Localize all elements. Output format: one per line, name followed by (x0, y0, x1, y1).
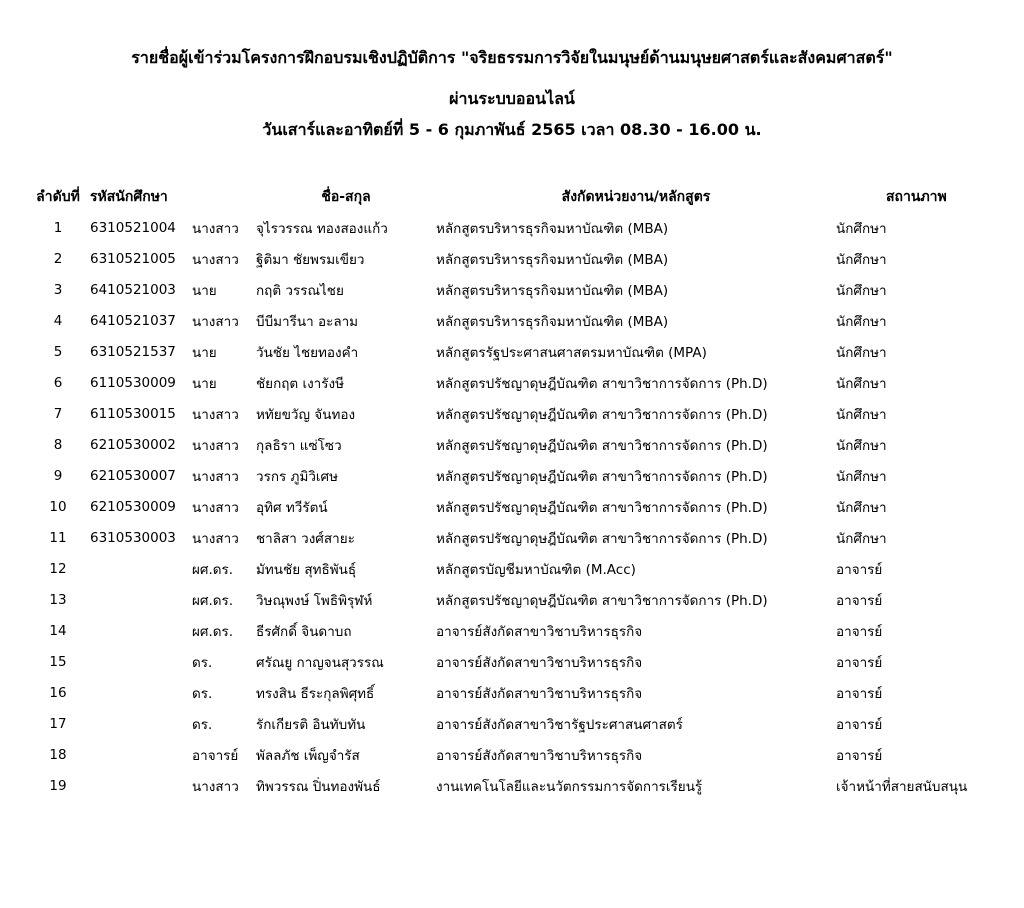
affiliation: อาจารย์สังกัดสาขาวิชาบริหารธุรกิจ (436, 747, 643, 764)
name-prefix: ดร. (192, 685, 213, 702)
table-row (26, 522, 1024, 553)
name-prefix: ดร. (192, 716, 213, 733)
name-prefix: อาจารย์ (192, 747, 239, 764)
row-number: 16 (49, 684, 67, 701)
student-id (90, 646, 192, 677)
name-prefix: นางสาว (192, 406, 239, 423)
table-row (26, 615, 1024, 646)
full-name: อุทิศ ทวีรัตน์ (256, 499, 328, 516)
status: อาจารย์ (836, 685, 883, 702)
full-name: มัทนชัย สุทธิพันธุ์ (256, 561, 357, 578)
row-number: 4 (53, 312, 63, 329)
name-prefix: ผศ.ดร. (192, 561, 234, 578)
row-number: 3 (53, 281, 63, 298)
row-number: 2 (53, 250, 63, 267)
status: นักศึกษา (836, 220, 887, 237)
table-row (26, 584, 1024, 615)
student-id (90, 615, 192, 646)
header-student-id: รหัสนักศึกษา (90, 189, 168, 205)
table-row (26, 553, 1024, 584)
name-prefix: นางสาว (192, 313, 239, 330)
affiliation: งานเทคโนโลยีและนวัตกรรมการจัดการเรียนรู้ (436, 778, 703, 795)
full-name: ศรัณยู กาญจนสุวรรณ (256, 654, 384, 671)
row-number: 18 (49, 746, 67, 763)
name-prefix: นาย (192, 344, 217, 361)
student-id: 6210530009 (90, 498, 176, 515)
row-number: 17 (49, 715, 67, 732)
student-id (90, 739, 192, 770)
full-name: บีบีมารีนา อะลาม (256, 313, 359, 330)
status: อาจารย์ (836, 654, 883, 671)
name-prefix: ผศ.ดร. (192, 623, 234, 640)
document-date: วันเสาร์และอาทิตย์ที่ 5 - 6 กุมภาพันธ์ 2565 เวลา 08.30 - 16.00 น. (262, 120, 762, 139)
row-number: 9 (53, 467, 63, 484)
affiliation: หลักสูตรปรัชญาดุษฎีบัณฑิต สาขาวิชาการจัดการ (Ph.D) (436, 406, 768, 423)
full-name: กุลธิรา แซ่โซว (256, 437, 342, 454)
affiliation: หลักสูตรบริหารธุรกิจมหาบัณฑิต (MBA) (436, 313, 669, 330)
table-row (26, 243, 1024, 274)
document-title: รายชื่อผู้เข้าร่วมโครงการฝึกอบรมเชิงปฏิบัติการ "จริยธรรมการวิจัยในมนุษย์ด้านมนุษยศาสตร์และสังคมศาสตร์" (131, 48, 893, 67)
affiliation: หลักสูตรปรัชญาดุษฎีบัณฑิต สาขาวิชาการจัดการ (Ph.D) (436, 468, 768, 485)
status: อาจารย์ (836, 592, 883, 609)
header-affiliation: สังกัดหน่วยงาน/หลักสูตร (561, 189, 711, 205)
header-name: ชื่อ-สกุล (321, 189, 371, 205)
student-id: 6110530009 (90, 374, 176, 391)
affiliation: หลักสูตรบริหารธุรกิจมหาบัณฑิต (MBA) (436, 251, 669, 268)
student-id (90, 677, 192, 708)
table-row (26, 739, 1024, 770)
student-id (90, 708, 192, 739)
name-prefix: นาย (192, 282, 217, 299)
student-id: 6410521037 (90, 312, 176, 329)
row-number: 13 (49, 591, 67, 608)
full-name: วิษณุพงษ์ โพธิพิรุฬห์ (256, 592, 373, 609)
row-number: 11 (49, 529, 67, 546)
student-id (90, 584, 192, 615)
table-row (26, 274, 1024, 305)
header-no: ลำดับที่ (36, 189, 80, 205)
table-header-row (26, 184, 1024, 212)
status: นักศึกษา (836, 313, 887, 330)
student-id: 6310521004 (90, 219, 176, 236)
name-prefix: ผศ.ดร. (192, 592, 234, 609)
status: อาจารย์ (836, 716, 883, 733)
student-id: 6310521005 (90, 250, 176, 267)
table-row (26, 367, 1024, 398)
student-id: 6410521003 (90, 281, 176, 298)
affiliation: หลักสูตรปรัชญาดุษฎีบัณฑิต สาขาวิชาการจัดการ (Ph.D) (436, 437, 768, 454)
affiliation: หลักสูตรปรัชญาดุษฎีบัณฑิต สาขาวิชาการจัดการ (Ph.D) (436, 375, 768, 392)
full-name: ชาลิสา วงศ์สายะ (256, 530, 355, 547)
name-prefix: นางสาว (192, 220, 239, 237)
status: อาจารย์ (836, 623, 883, 640)
status: อาจารย์ (836, 747, 883, 764)
name-prefix: นางสาว (192, 499, 239, 516)
row-number: 12 (49, 560, 67, 577)
student-id: 6210530002 (90, 436, 176, 453)
header-status: สถานภาพ (886, 189, 947, 205)
affiliation: หลักสูตรบัญชีมหาบัณฑิต (M.Acc) (436, 561, 636, 578)
table-row (26, 491, 1024, 522)
full-name: ชัยกฤต เงารังษี (256, 375, 345, 392)
name-prefix: นาย (192, 375, 217, 392)
full-name: ทรงสิน ธีระกุลพิศุทธิ์ (256, 685, 375, 702)
name-prefix: นางสาว (192, 778, 239, 795)
name-prefix: นางสาว (192, 251, 239, 268)
full-name: ทิพวรรณ ปิ่นทองพันธ์ (256, 778, 381, 795)
table-body (26, 212, 1024, 801)
student-id (90, 770, 192, 801)
student-id: 6210530007 (90, 467, 176, 484)
full-name: กฤติ วรรณไชย (256, 282, 344, 299)
table-row (26, 677, 1024, 708)
row-number: 1 (53, 219, 63, 236)
row-number: 6 (53, 374, 63, 391)
affiliation: อาจารย์สังกัดสาขาวิชาบริหารธุรกิจ (436, 623, 643, 640)
row-number: 14 (49, 622, 67, 639)
table-row (26, 646, 1024, 677)
name-prefix: นางสาว (192, 437, 239, 454)
status: นักศึกษา (836, 344, 887, 361)
table-row (26, 336, 1024, 367)
status: เจ้าหน้าที่สายสนับสนุน (836, 778, 968, 795)
status: นักศึกษา (836, 406, 887, 423)
student-id: 6310521537 (90, 343, 176, 360)
status: นักศึกษา (836, 251, 887, 268)
affiliation: หลักสูตรปรัชญาดุษฎีบัณฑิต สาขาวิชาการจัดการ (Ph.D) (436, 499, 768, 516)
student-id (90, 553, 192, 584)
affiliation: อาจารย์สังกัดสาขาวิชาบริหารธุรกิจ (436, 685, 643, 702)
participants-table (26, 184, 1024, 801)
status: นักศึกษา (836, 375, 887, 392)
status: นักศึกษา (836, 530, 887, 547)
affiliation: หลักสูตรปรัชญาดุษฎีบัณฑิต สาขาวิชาการจัดการ (Ph.D) (436, 530, 768, 547)
row-number: 15 (49, 653, 67, 670)
document-subtitle: ผ่านระบบออนไลน์ (449, 89, 575, 108)
affiliation: หลักสูตรปรัชญาดุษฎีบัณฑิต สาขาวิชาการจัดการ (Ph.D) (436, 592, 768, 609)
full-name: วรกร ภูมิวิเศษ (256, 468, 339, 485)
status: นักศึกษา (836, 499, 887, 516)
row-number: 8 (53, 436, 63, 453)
full-name: รักเกียรติ อินทับทัน (256, 716, 366, 733)
row-number: 5 (53, 343, 63, 360)
table-row (26, 398, 1024, 429)
status: อาจารย์ (836, 561, 883, 578)
full-name: พัลลภัช เพ็ญจำรัส (256, 747, 360, 764)
row-number: 7 (53, 405, 63, 422)
status: นักศึกษา (836, 468, 887, 485)
row-number: 19 (49, 777, 67, 794)
table-row (26, 305, 1024, 336)
status: นักศึกษา (836, 282, 887, 299)
status: นักศึกษา (836, 437, 887, 454)
affiliation: อาจารย์สังกัดสาขาวิชารัฐประศาสนศาสตร์ (436, 716, 683, 733)
affiliation: อาจารย์สังกัดสาขาวิชาบริหารธุรกิจ (436, 654, 643, 671)
student-id: 6310530003 (90, 529, 176, 546)
header-prefix-spacer (192, 184, 256, 212)
table-row (26, 429, 1024, 460)
name-prefix: นางสาว (192, 468, 239, 485)
table-row (26, 708, 1024, 739)
table-row (26, 770, 1024, 801)
full-name: ธีรศักดิ์ จินดาบถ (256, 623, 352, 640)
affiliation: หลักสูตรบริหารธุรกิจมหาบัณฑิต (MBA) (436, 220, 669, 237)
full-name: หทัยขวัญ จันทอง (256, 406, 356, 423)
student-id: 6110530015 (90, 405, 176, 422)
table-row (26, 460, 1024, 491)
row-number: 10 (49, 498, 67, 515)
full-name: วันชัย ไชยทองคำ (256, 344, 359, 361)
name-prefix: ดร. (192, 654, 213, 671)
name-prefix: นางสาว (192, 530, 239, 547)
affiliation: หลักสูตรรัฐประศาสนศาสตรมหาบัณฑิต (MPA) (436, 344, 707, 361)
table-row (26, 212, 1024, 243)
affiliation: หลักสูตรบริหารธุรกิจมหาบัณฑิต (MBA) (436, 282, 669, 299)
full-name: จุไรวรรณ ทองสองแก้ว (256, 220, 388, 237)
full-name: ฐิติมา ชัยพรมเขียว (256, 251, 365, 268)
